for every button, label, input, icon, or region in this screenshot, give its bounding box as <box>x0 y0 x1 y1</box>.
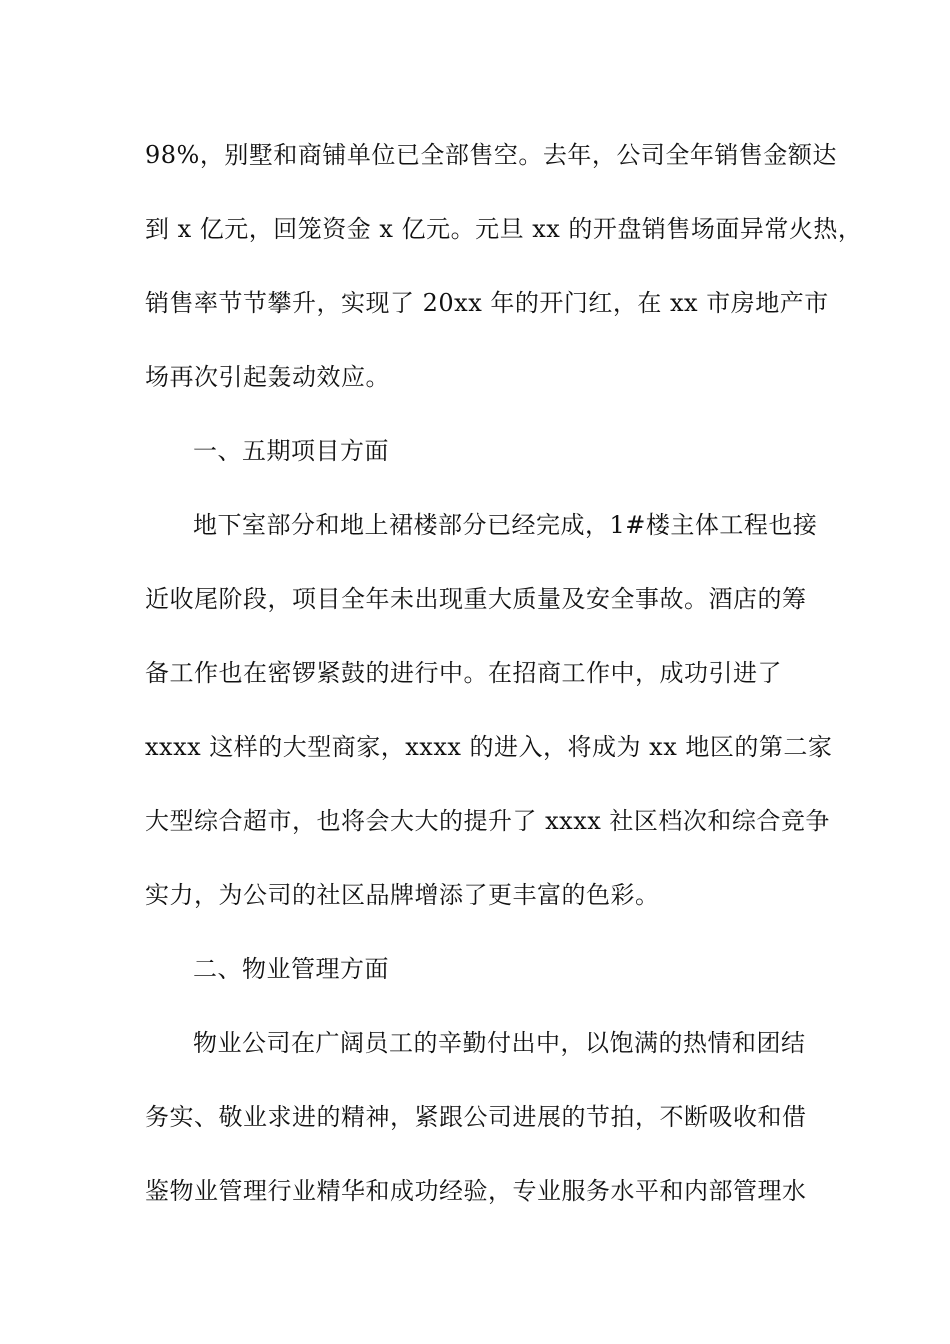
section-heading-phase-five: 一、五期项目方面 <box>193 437 389 465</box>
text-line: 鉴物业管理行业精华和成功经验，专业服务水平和内部管理水 <box>145 1177 807 1205</box>
text-line: 近收尾阶段，项目全年未出现重大质量及安全事故。酒店的筹 <box>145 585 807 613</box>
text-line: 实力，为公司的社区品牌增添了更丰富的色彩。 <box>145 881 660 909</box>
section-heading-property-management: 二、物业管理方面 <box>193 955 389 983</box>
text-line: 98%，别墅和商铺单位已全部售空。去年，公司全年销售金额达 <box>145 141 837 169</box>
text-line: 场再次引起轰动效应。 <box>145 363 390 391</box>
text-line: 物业公司在广阔员工的辛勤付出中，以饱满的热情和团结 <box>193 1029 806 1057</box>
paragraph-sales-summary <box>145 128 863 424</box>
text-line: xxxx 这样的大型商家，xxxx 的进入，将成为 xx 地区的第二家 <box>145 733 833 761</box>
text-line: 备工作也在密锣紧鼓的进行中。在招商工作中，成功引进了 <box>145 659 782 687</box>
paragraph-phase-five-project <box>145 498 833 942</box>
text-line: 销售率节节攀升，实现了 20xx 年的开门红，在 xx 市房地产市 <box>145 289 829 317</box>
text-line: 到 x 亿元，回笼资金 x 亿元。元旦 xx 的开盘销售场面异常火热， <box>145 215 863 243</box>
paragraph-property-management <box>145 1016 807 1238</box>
text-line: 大型综合超市，也将会大大的提升了 xxxx 社区档次和综合竞争 <box>145 807 830 835</box>
text-line: 地下室部分和地上裙楼部分已经完成，1#楼主体工程也接 <box>193 511 818 539</box>
document-page <box>145 128 863 1238</box>
text-line: 务实、敬业求进的精神，紧跟公司进展的节拍，不断吸收和借 <box>145 1103 807 1131</box>
